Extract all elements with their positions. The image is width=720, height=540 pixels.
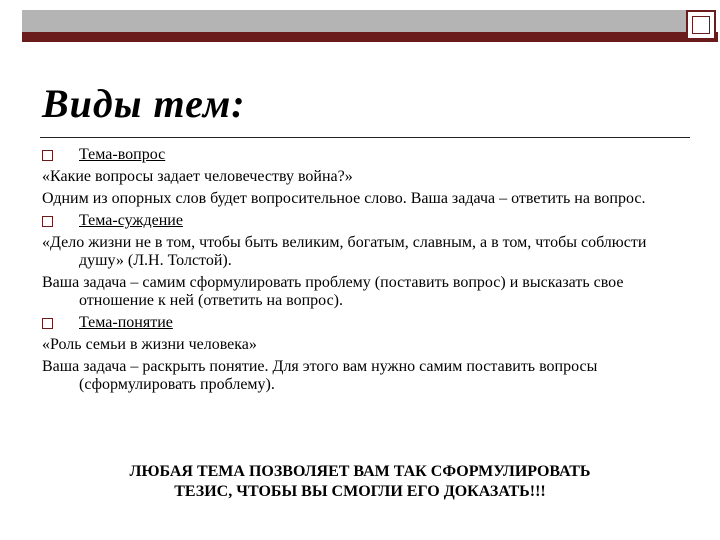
bullet-item-concept (42, 314, 682, 332)
bullet-item-question (42, 146, 682, 164)
bullet-item-judgment (42, 212, 682, 230)
conclusion-line: ЛЮБАЯ ТЕМА ПОЗВОЛЯЕТ ВАМ ТАК СФОРМУЛИРОВАТЬ (129, 463, 591, 480)
example-text: «Дело жизни не в том, чтобы быть великим, богатым, славным, а в том, чтобы соблюсти душу» (Л.Н. Толстой). (42, 234, 647, 269)
conclusion-line: ТЕЗИС, ЧТОБЫ ВЫ СМОГЛИ ЕГО ДОКАЗАТЬ!!! (174, 483, 546, 500)
square-bullet-icon (42, 318, 53, 329)
task-text: Ваша задача – самим сформулировать проблему (поставить вопрос) и высказать свое отношение к ней (ответить на вопрос). (42, 274, 624, 309)
slide-title: Виды тем: (42, 81, 246, 126)
corner-square-icon (686, 10, 716, 40)
example-text: «Роль семьи в жизни человека» (42, 336, 257, 353)
corner-inner-square (692, 16, 710, 34)
slide-body (42, 146, 682, 398)
bullet-heading: Тема-понятие (79, 314, 173, 331)
top-decor-bar (22, 10, 686, 32)
title-divider (40, 137, 690, 138)
square-bullet-icon (42, 216, 53, 227)
conclusion (40, 462, 680, 502)
task-text: Ваша задача – раскрыть понятие. Для этого вам нужно самим поставить вопросы (сформулировать проблему). (42, 358, 598, 393)
top-accent-bar (22, 32, 718, 42)
square-bullet-icon (42, 150, 53, 161)
example-text: «Какие вопросы задает человечеству война?» (42, 168, 353, 185)
bullet-heading: Тема-суждение (79, 212, 183, 229)
task-text: Одним из опорных слов будет вопросительное слово. Ваша задача – ответить на вопрос. (42, 190, 646, 207)
bullet-heading: Тема-вопрос (79, 146, 166, 163)
